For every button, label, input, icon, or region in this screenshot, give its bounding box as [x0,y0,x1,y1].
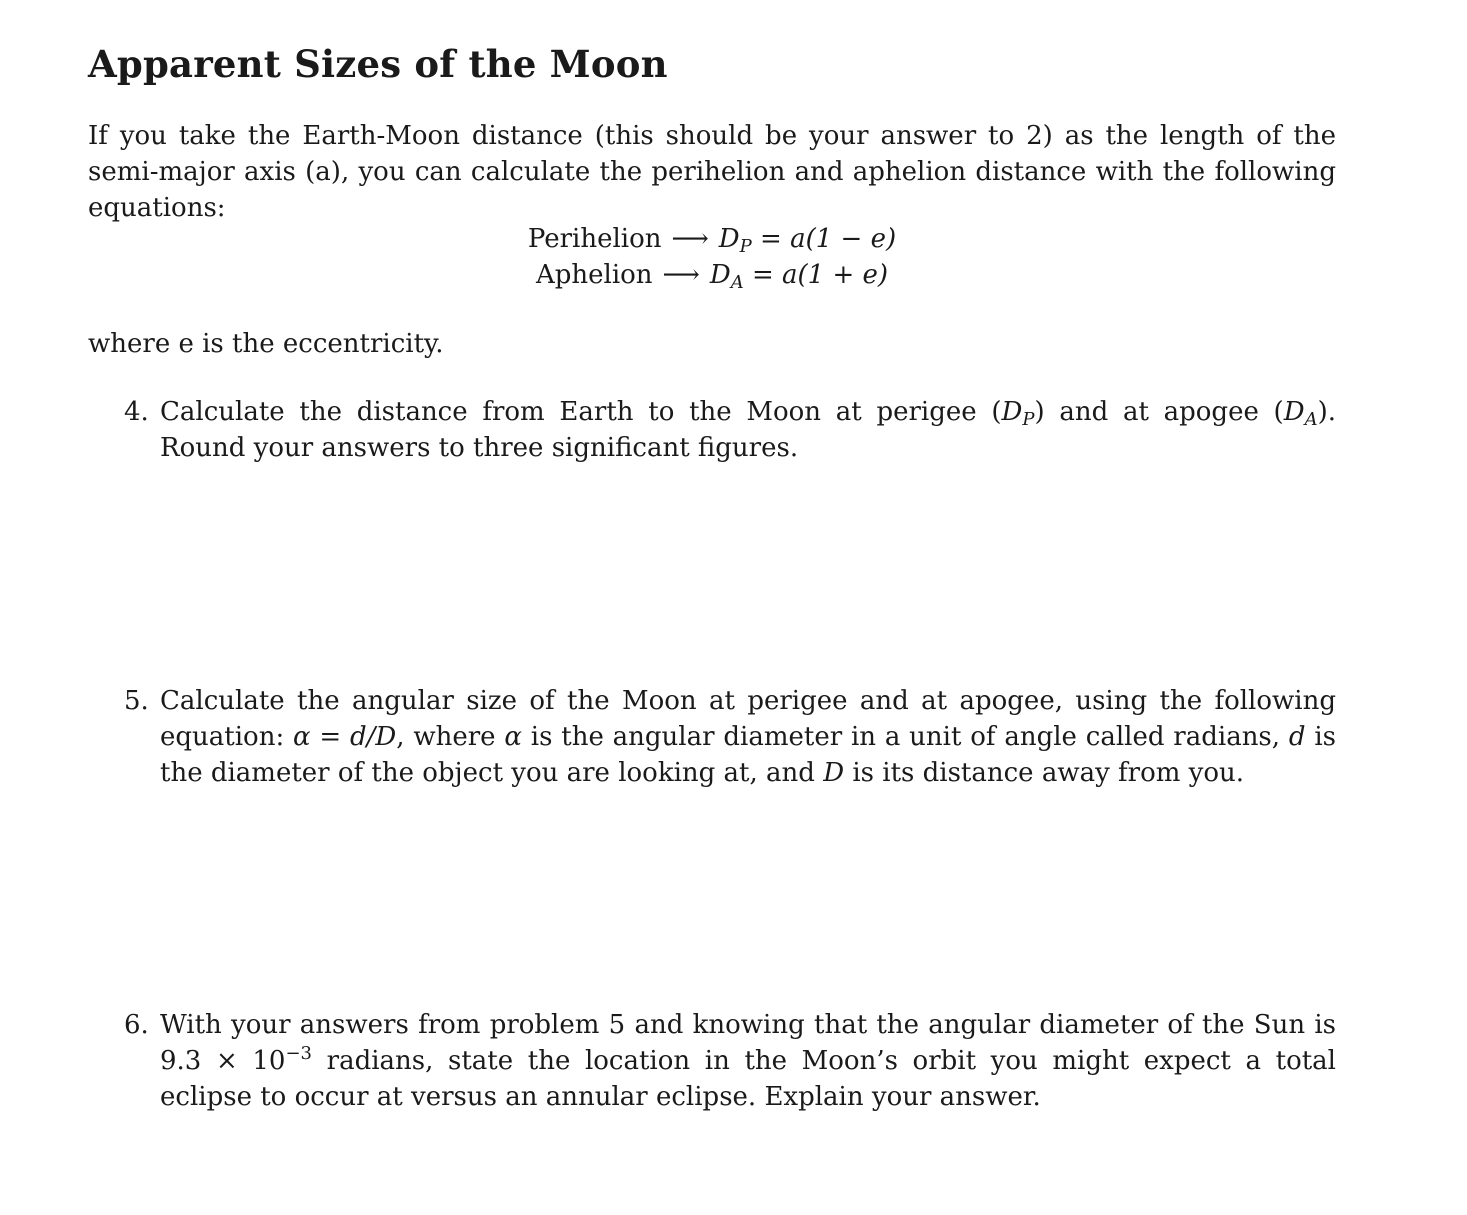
question-text: Calculate the distance from Earth to the Moon at perigee $(D_P)$ and at apogee $(D_A)$. Round your answers to three significant figures. [160,397,1336,463]
question-4 [124,394,1336,466]
question-5 [124,683,1336,791]
question-text: Calculate the angular size of the Moon at perigee and at apogee, using the following equation: α = d/D, where α is the angular diameter in a unit of angle called radians, d is the diameter of the object you are looking at, and D is its distance away from you. [160,686,1337,788]
aphelion-equation [88,257,1336,293]
equation-block [88,221,1336,293]
question-number: 5. [124,686,149,716]
question-text: With your answers from problem 5 and knowing that the angular diameter of the Sun is $9.3 \times 10^{-3}$ radians, state the location in the Moon’s orbit you might expect a total eclipse to occur at versus an annular eclipse. Explain your answer. [160,1010,1336,1112]
question-number: 4. [124,397,149,427]
question-6 [124,1007,1336,1115]
arrow-icon: ⟶ [671,224,709,254]
arrow-icon: ⟶ [662,260,700,290]
intro-paragraph: If you take the Earth-Moon distance (this should be your answer to 2) as the length of the semi-major axis (a), you can calculate the perihelion and aphelion distance with the following equations: [88,121,1336,223]
aphelion-formula: $D_A = a(1 + e)$ [709,260,889,293]
perihelion-label: Perihelion [527,224,662,254]
perihelion-formula: $D_P = a(1 - e)$ [718,224,897,257]
page-title: Apparent Sizes of the Moon [88,42,668,86]
question-number: 6. [124,1010,149,1040]
where-paragraph: where e is the eccentricity. [88,329,444,359]
perihelion-equation [88,221,1336,257]
aphelion-label: Aphelion [535,260,653,290]
